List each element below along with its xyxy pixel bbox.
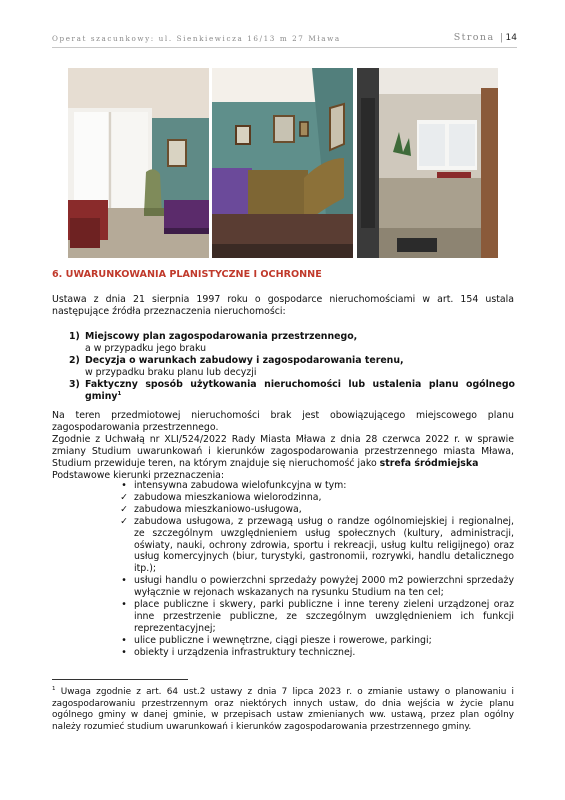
bullet-icon: • <box>121 575 127 587</box>
bullet-icon: • <box>121 480 127 491</box>
direction-item <box>119 516 514 576</box>
photo-strip <box>68 68 498 258</box>
paragraph-line: Na teren przedmiotowej nieruchomości brak jest obowiązującego miejscowego planu <box>52 410 514 421</box>
source-title: Miejscowy plan zagospodarowania przestrzennego, <box>85 331 358 342</box>
footnote-rule <box>52 679 188 680</box>
page-header <box>52 34 517 48</box>
living-room-sofa-photo <box>212 68 353 258</box>
checkmark-icon: ✓ <box>120 515 128 527</box>
direction-text: usługi handlu o powierzchni sprzedaży powyżej 2000 m2 powierzchni sprzedaży <box>134 575 514 587</box>
source-title: Faktyczny sposób użytkowania nieruchomości lub ustalenia planu ogólnego <box>85 378 515 390</box>
footnote-line: ogólnego gminy w danej gminie, w przepisach ustaw zmienianych ww. ustawą, przez plan ogólny <box>52 710 514 720</box>
footnote <box>52 687 514 733</box>
study-paragraph <box>52 434 514 482</box>
zone-name: strefa śródmiejska <box>379 457 479 469</box>
zone-intro: Studium przewiduje teren, na którym znajduje się nieruchomość jako <box>52 457 380 469</box>
direction-text: reprezentacyjnej; <box>134 622 216 634</box>
direction-item <box>119 647 514 659</box>
direction-text: zabudowa usługowa, z przewagą usług o randze ogólnomiejskiej i regionalnej, <box>134 515 514 527</box>
living-room-window-photo <box>68 68 209 258</box>
plan-status-paragraph <box>52 410 514 434</box>
direction-text: oświaty, nauki, ochrony zdrowia, sportu i rekreacji, usług kultu religijnego) oraz <box>134 539 514 551</box>
source-note: w przypadku braku planu lub decyzji <box>85 366 257 378</box>
direction-text: obiekty i urządzenia infrastruktury technicznej. <box>134 646 356 658</box>
source-title-cont <box>85 391 515 403</box>
source-item <box>69 355 515 379</box>
footnote-line <box>52 687 514 699</box>
direction-item <box>119 492 514 504</box>
intro-paragraph <box>52 294 514 318</box>
paragraph-line: Podstawowe kierunki przeznaczenia: <box>52 469 225 481</box>
direction-text: intensywna zabudowa wielofunkcyjna w tym: <box>134 480 347 491</box>
direction-text: inne przestrzenie publiczne, ze szczególnym uwzględnieniem ich funkcji <box>134 610 514 622</box>
footnote-line: zagospodarowaniu przestrzennym oraz niektórych innych ustaw, do dnia wejścia w życie planu <box>52 698 514 709</box>
source-number: 3) <box>69 378 80 390</box>
direction-text: itp.); <box>134 563 157 575</box>
direction-item <box>119 480 514 492</box>
sources-list <box>69 331 515 402</box>
header-rule <box>52 47 517 48</box>
source-item <box>69 331 515 355</box>
footnote-text: Uwaga zgodnie z art. 64 ust.2 ustawy z dnia 7 lipca 2023 r. o zmianie ustawy o planowaniu i <box>55 687 514 697</box>
intro-line: Ustawa z dnia 21 sierpnia 1997 roku o gospodarce nieruchomościami w art. 154 ustala <box>52 294 514 305</box>
checkmark-icon: ✓ <box>120 491 128 503</box>
direction-text: ulice publiczne i wewnętrzne, ciągi piesze i rowerowe, parkingi; <box>134 634 432 646</box>
page-label: Strona <box>453 32 495 43</box>
direction-text: place publiczne i skwery, parki publiczne i inne tereny zieleni urządzonej oraz <box>134 599 514 611</box>
direction-text: usług komercyjnych (biur, turystyki, gastronomii, rozrywki, handlu detalicznego <box>134 551 514 563</box>
page-indicator <box>454 32 517 43</box>
source-title: Decyzja o warunkach zabudowy i zagospodarowania terenu, <box>85 354 404 366</box>
page-separator: | <box>499 32 505 43</box>
bullet-icon: • <box>121 634 127 646</box>
source-note: a w przypadku jego braku <box>85 342 207 354</box>
section-title: 6. UWARUNKOWANIA PLANISTYCZNE I OCHRONNE <box>52 269 322 280</box>
footnote-marker: 1 <box>52 686 56 693</box>
directions-list <box>119 480 514 659</box>
source-number: 1) <box>69 331 80 342</box>
source-title-end: gminy <box>85 390 118 402</box>
checkmark-icon: ✓ <box>120 503 128 515</box>
direction-text: ze szczególnym uwzględnieniem usług społecznych (kultury, administracji, <box>134 527 514 539</box>
paragraph-line <box>52 458 514 470</box>
source-item <box>69 379 515 403</box>
document-title: Operat szacunkowy: ul. Sienkiewicza 16/13 m 27 Mława <box>52 34 341 43</box>
paragraph-line: Zgodnie z Uchwałą nr XLI/524/2022 Rady Miasta Mława z dnia 28 czerwca 2022 r. w sprawie <box>52 434 514 445</box>
page-number: 14 <box>505 33 517 43</box>
direction-item <box>119 635 514 647</box>
direction-item <box>119 599 514 635</box>
direction-text: zabudowa mieszkaniowa wielorodzinna, <box>134 491 322 503</box>
living-room-view-photo <box>357 68 498 258</box>
footnote-reference[interactable]: 1 <box>117 390 122 397</box>
direction-text: wyłącznie w rejonach wskazanych na rysunku Studium na ten cel; <box>134 587 444 599</box>
intro-line: następujące źródła przeznaczenia nieruchomości: <box>52 305 286 317</box>
footnote-line: należy rozumieć studium uwarunkowań i kierunków zagospodarowania przestrzennego gminy. <box>52 721 472 732</box>
paragraph-line: zagospodarowania przestrzennego. <box>52 421 219 433</box>
direction-text: zabudowa mieszkaniowo-usługowa, <box>134 503 302 515</box>
source-number: 2) <box>69 354 80 366</box>
bullet-icon: • <box>121 646 127 658</box>
direction-item <box>119 504 514 516</box>
direction-item <box>119 575 514 599</box>
paragraph-line: zmiany Studium uwarunkowań i kierunków zagospodarowania przestrzennego miasta Mława, <box>52 445 514 457</box>
bullet-icon: • <box>121 599 127 611</box>
